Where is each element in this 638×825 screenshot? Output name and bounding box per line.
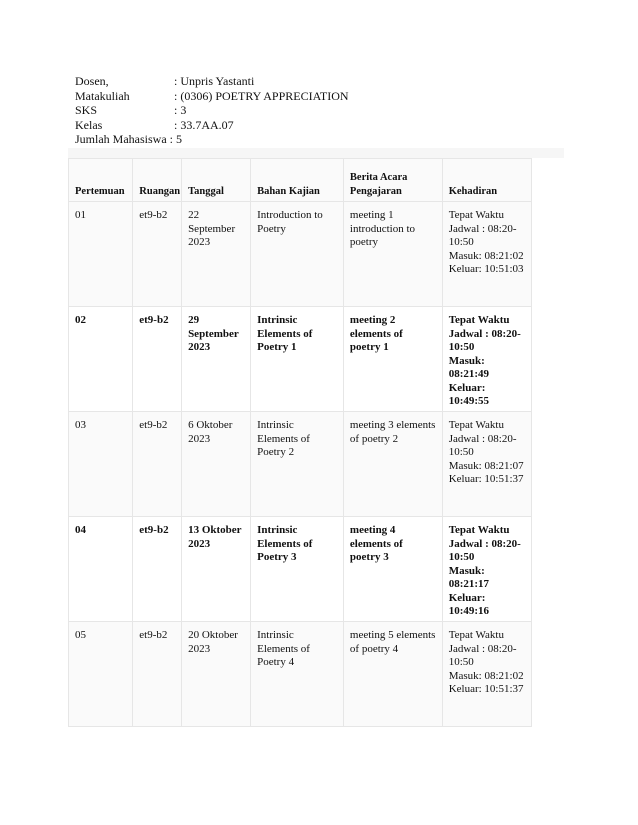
cell-pertemuan: 01 (69, 202, 133, 307)
cell-ruangan: et9-b2 (133, 202, 182, 307)
cell-bahan-kajian: Intrinsic Elements of Poetry 3 (251, 517, 344, 622)
kelas-row (75, 118, 349, 133)
cell-pertemuan: 05 (69, 622, 133, 727)
cell-berita-acara: meeting 1 introduction to poetry (343, 202, 442, 307)
cell-berita-acara: meeting 3 elements of poetry 2 (343, 412, 442, 517)
cell-bahan-kajian: Intrinsic Elements of Poetry 1 (251, 307, 344, 412)
cell-tanggal: 29 September 2023 (182, 307, 251, 412)
column-header-ruangan: Ruangan (133, 159, 182, 202)
cell-tanggal: 20 Oktober 2023 (182, 622, 251, 727)
attendance-schedule: Jadwal : 08:20-10:50 (448, 222, 517, 248)
attendance-check-in: Masuk: 08:21:02 (448, 249, 524, 262)
cell-ruangan: et9-b2 (133, 517, 182, 622)
column-header-bahan-kajian: Bahan Kajian (251, 159, 344, 202)
matakuliah-row (75, 89, 349, 104)
jumlah-mahasiswa-label: Jumlah Mahasiswa (75, 132, 167, 146)
column-header-kehadiran: Kehadiran (442, 159, 531, 202)
jumlah-mahasiswa-row (75, 132, 349, 147)
kelas-value: : 33.7AA.07 (174, 117, 234, 132)
attendance-check-in: Masuk: 08:21:49 (448, 354, 490, 380)
cell-ruangan: et9-b2 (133, 622, 182, 727)
column-header-pertemuan: Pertemuan (69, 159, 133, 202)
cell-berita-acara: meeting 2 elements of poetry 1 (343, 307, 442, 412)
sks-value: : 3 (174, 103, 187, 117)
attendance-schedule: Jadwal : 08:20-10:50 (448, 642, 517, 668)
attendance-check-in: Masuk: 08:21:17 (448, 564, 490, 590)
course-info-header (75, 74, 349, 147)
attendance-status: Tepat Waktu (448, 629, 504, 641)
cell-kehadiran (442, 412, 531, 517)
cell-bahan-kajian: Intrinsic Elements of Poetry 4 (251, 622, 344, 727)
cell-pertemuan: 04 (69, 517, 133, 622)
matakuliah-value: : (0306) POETRY APPRECIATION (174, 88, 349, 103)
cell-berita-acara: meeting 5 elements of poetry 4 (343, 622, 442, 727)
attendance-table (68, 158, 532, 727)
cell-kehadiran (442, 307, 531, 412)
cell-kehadiran (442, 622, 531, 727)
cell-bahan-kajian: Introduction to Poetry (251, 202, 344, 307)
jumlah-mahasiswa-value: : 5 (169, 132, 182, 146)
matakuliah-label: Matakuliah (75, 88, 130, 103)
attendance-check-in: Masuk: 08:21:07 (448, 459, 524, 472)
dosen-label: Dosen, (75, 74, 109, 88)
attendance-check-out: Keluar: 10:51:03 (448, 263, 524, 275)
column-header-tanggal: Tanggal (182, 159, 251, 202)
attendance-check-out: Keluar: 10:49:16 (448, 591, 490, 617)
header-divider-strip (68, 148, 564, 158)
table-header-row (69, 159, 532, 202)
cell-tanggal: 6 Oktober 2023 (182, 412, 251, 517)
sks-row (75, 103, 349, 118)
attendance-check-out: Keluar: 10:49:55 (448, 381, 490, 407)
table-row (69, 412, 532, 517)
cell-berita-acara: meeting 4 elements of poetry 3 (343, 517, 442, 622)
cell-kehadiran (442, 517, 531, 622)
attendance-status: Tepat Waktu (448, 419, 504, 431)
attendance-schedule: Jadwal : 08:20-10:50 (448, 327, 521, 353)
cell-kehadiran (442, 202, 531, 307)
sks-label: SKS (75, 103, 98, 117)
column-header-berita-acara: Berita Acara Pengajaran (343, 159, 442, 202)
attendance-check-in: Masuk: 08:21:02 (448, 669, 524, 682)
attendance-status: Tepat Waktu (448, 209, 504, 221)
cell-pertemuan: 02 (69, 307, 133, 412)
cell-bahan-kajian: Intrinsic Elements of Poetry 2 (251, 412, 344, 517)
attendance-schedule: Jadwal : 08:20-10:50 (448, 432, 517, 458)
attendance-check-out: Keluar: 10:51:37 (448, 473, 524, 485)
kelas-label: Kelas (75, 117, 103, 132)
attendance-status: Tepat Waktu (448, 314, 510, 326)
cell-ruangan: et9-b2 (133, 412, 182, 517)
cell-tanggal: 22 September 2023 (182, 202, 251, 307)
table-row (69, 517, 532, 622)
attendance-check-out: Keluar: 10:51:37 (448, 683, 524, 695)
attendance-status: Tepat Waktu (448, 524, 510, 536)
cell-pertemuan: 03 (69, 412, 133, 517)
cell-tanggal: 13 Oktober 2023 (182, 517, 251, 622)
table-row (69, 622, 532, 727)
table-row (69, 202, 532, 307)
dosen-row (75, 74, 349, 89)
table-row (69, 307, 532, 412)
cell-ruangan: et9-b2 (133, 307, 182, 412)
dosen-value: : Unpris Yastanti (174, 74, 255, 88)
attendance-schedule: Jadwal : 08:20-10:50 (448, 537, 521, 563)
